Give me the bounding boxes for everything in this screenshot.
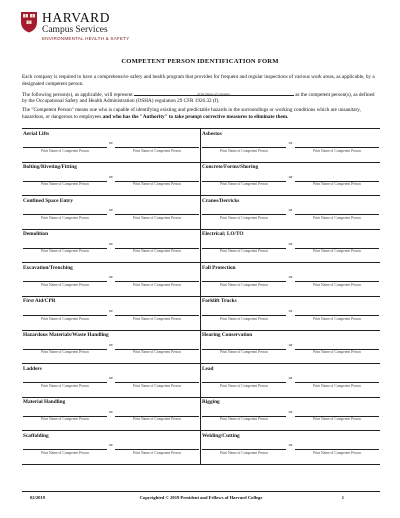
competent-person-name-field[interactable]: Print Name of Competent Person [295,315,379,321]
competent-person-name-field[interactable]: Print Name of Competent Person [115,449,199,455]
intro-paragraph-2 [22,90,380,105]
intro-p3-bold: and who has the "Authority" to take prompt corrective measures to eliminate them. [102,113,289,120]
or-label: or [109,173,113,179]
category-cell [22,363,201,397]
competent-person-grid [22,128,380,464]
competent-person-name-field[interactable]: Print Name of Competent Person [115,248,199,254]
or-label: or [109,307,113,313]
category-label: Aerial Lifts [23,130,50,137]
competent-person-name-field[interactable]: Print Name of Competent Person [202,214,286,220]
or-label: or [288,375,293,381]
category-label: Asbestos [202,130,222,137]
category-cell [22,397,201,431]
or-label: or [109,207,113,213]
competent-person-name-field[interactable]: Print Name of Competent Person [23,382,107,388]
competent-person-name-field[interactable]: Print Name of Competent Person [295,147,379,153]
category-cell [201,296,380,330]
or-label: or [109,341,113,347]
competent-person-name-field[interactable]: Print Name of Competent Person [115,147,199,153]
or-label: or [288,173,293,179]
or-label: or [109,442,113,448]
company-name-placeholder: Print Name of Company [197,91,231,96]
competent-person-name-field[interactable]: Print Name of Competent Person [115,416,199,422]
harvard-shield-icon [20,11,38,33]
category-cell [22,430,201,464]
form-row [22,162,380,196]
or-label: or [288,442,293,448]
or-label: or [109,375,113,381]
form-row [22,195,380,229]
competent-person-name-field[interactable]: Print Name of Competent Person [115,181,199,187]
competent-person-name-field[interactable]: Print Name of Competent Person [202,349,286,355]
footer-date: 02/2019 [30,495,46,500]
competent-person-name-field[interactable]: Print Name of Competent Person [295,382,379,388]
competent-person-name-field[interactable]: Print Name of Competent Person [202,248,286,254]
form-row [22,262,380,296]
form-row [22,330,380,364]
category-label: First Aid/CPR [23,298,56,305]
or-label: or [109,140,113,145]
form-row [22,229,380,263]
competent-person-name-field[interactable]: Print Name of Competent Person [202,147,286,153]
competent-person-name-field[interactable]: Print Name of Competent Person [23,416,107,422]
category-label: Excavation/Trenching [23,264,73,271]
org-name: HARVARD [42,10,111,25]
grid-bottom-border [22,464,380,465]
intro-text [22,74,380,123]
competent-person-name-field[interactable]: Print Name of Competent Person [115,382,199,388]
competent-person-name-field[interactable]: Print Name of Competent Person [23,449,107,455]
form-row [22,128,380,162]
category-cell [22,262,201,296]
page-number: 1 [341,495,344,500]
company-name-field[interactable] [134,90,294,96]
competent-person-name-field[interactable]: Print Name of Competent Person [202,315,286,321]
or-label: or [288,341,293,347]
category-label: Scaffolding [23,432,49,439]
or-label: or [288,274,293,280]
competent-person-name-field[interactable]: Print Name of Competent Person [23,349,107,355]
competent-person-name-field[interactable]: Print Name of Competent Person [202,281,286,287]
competent-person-name-field[interactable]: Print Name of Competent Person [115,281,199,287]
dept-name: ENVIRONMENTAL HEALTH & SAFETY [42,36,130,41]
competent-person-name-field[interactable]: Print Name of Competent Person [23,147,107,153]
intro-p3: The "Competent Person" means one who is capable of identifying existing and predictable hazards in the surroundings or working conditions which are unsanitary, hazardous, or dangerous to employees [22,107,361,120]
unit-name: Campus Services [42,25,108,35]
category-label: Hearing Conservation [202,332,253,339]
competent-person-name-field[interactable]: Print Name of Competent Person [295,281,379,287]
or-label: or [288,207,293,213]
or-label: or [288,307,293,313]
category-cell [201,262,380,296]
form-row [22,363,380,397]
competent-person-name-field[interactable]: Print Name of Competent Person [202,416,286,422]
category-cell [201,162,380,196]
category-cell [201,330,380,364]
category-label: Hazardous Materials/Waste Handling [23,332,109,339]
or-label: or [288,408,293,414]
competent-person-name-field[interactable]: Print Name of Competent Person [23,248,107,254]
category-label: Welding/Cutting [202,432,240,439]
category-label: Forklift Trucks [202,298,237,305]
category-cell [201,397,380,431]
or-label: or [288,140,293,145]
competent-person-name-field[interactable]: Print Name of Competent Person [202,449,286,455]
form-row [22,397,380,431]
or-label: or [109,408,113,414]
competent-person-name-field[interactable]: Print Name of Competent Person [23,315,107,321]
competent-person-name-field[interactable]: Print Name of Competent Person [295,349,379,355]
header [20,11,129,41]
competent-person-name-field[interactable]: Print Name of Competent Person [295,416,379,422]
category-cell [22,128,201,162]
or-label: or [109,274,113,280]
footer-copyright: Copyrighted © 2019 President and Fellows of Harvard College [139,495,263,500]
category-cell [22,195,201,229]
category-label: Material Handling [23,399,66,406]
category-cell [201,363,380,397]
category-cell [22,162,201,196]
category-cell [22,229,201,263]
competent-person-name-field[interactable]: Print Name of Competent Person [295,181,379,187]
intro-p2-after: as the competent person(s), as defined by the Occupational Safety and Health Administration (OSHA) regulation 29 CFR 1926.32 (f). [22,91,375,104]
category-cell [201,128,380,162]
category-label: Rigging [202,399,220,406]
competent-person-name-field[interactable]: Print Name of Competent Person [115,315,199,321]
competent-person-name-field[interactable]: Print Name of Competent Person [202,181,286,187]
category-cell [201,430,380,464]
competent-person-name-field[interactable]: Print Name of Competent Person [23,181,107,187]
category-label: Confined Space Entry [23,197,74,204]
competent-person-name-field[interactable]: Print Name of Competent Person [295,214,379,220]
category-label: Fall Protection [202,264,236,271]
form-row [22,296,380,330]
intro-paragraph-3 [22,107,380,120]
or-label: or [288,240,293,246]
competent-person-name-field[interactable]: Print Name of Competent Person [115,214,199,220]
category-label: Demolition [23,231,49,238]
form-row [22,430,380,464]
competent-person-name-field[interactable]: Print Name of Competent Person [115,349,199,355]
category-label: Ladders [23,365,42,372]
or-label: or [109,240,113,246]
category-cell [201,195,380,229]
category-label: Electrical; LO/TO [202,231,244,238]
competent-person-name-field[interactable]: Print Name of Competent Person [23,214,107,220]
competent-person-name-field[interactable]: Print Name of Competent Person [295,248,379,254]
category-label: Lead [202,365,214,372]
form-title: COMPETENT PERSON IDENTIFICATION FORM [121,58,279,65]
competent-person-name-field[interactable]: Print Name of Competent Person [295,449,379,455]
category-label: Bolting/Riveting/Fitting [23,164,77,171]
footer [22,491,380,506]
competent-person-name-field[interactable]: Print Name of Competent Person [202,382,286,388]
category-cell [201,229,380,263]
intro-p2-before: The following person(s), as applicable, will represent [22,91,133,98]
intro-paragraph-1: Each company is required to have a comprehensive safety and health program that provides for frequent and regular inspections of various work areas, as applicable, by a designated competent person. [22,74,375,87]
category-cell [22,296,201,330]
category-label: Cranes/Derricks [202,197,240,204]
category-label: Concrete/Forms/Shoring [202,164,259,171]
category-cell [22,330,201,364]
competent-person-name-field[interactable]: Print Name of Competent Person [23,281,107,287]
